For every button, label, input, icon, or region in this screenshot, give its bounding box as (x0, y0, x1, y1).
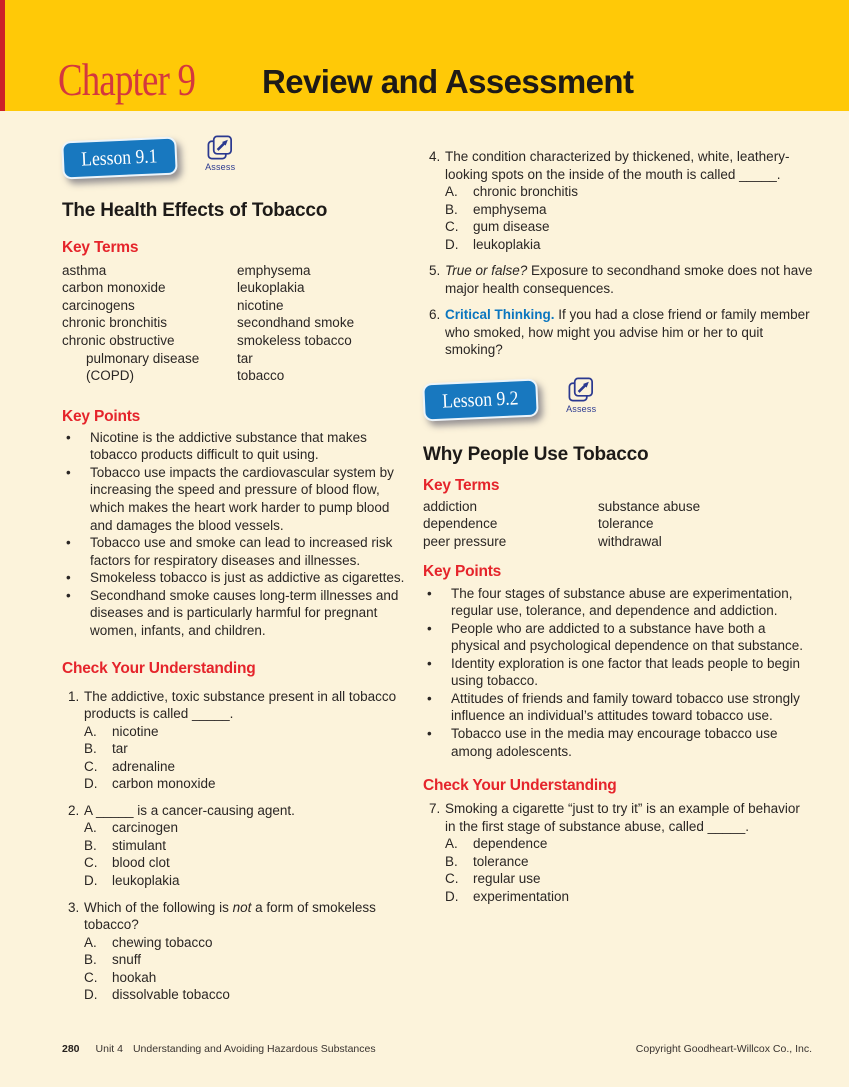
option-item (445, 853, 813, 871)
option-text: adrenaline (112, 758, 176, 774)
key-term: substance abuse (598, 498, 701, 514)
option-item (84, 819, 413, 837)
chapter-label: Chapter 9 (58, 55, 196, 105)
option-item (84, 758, 413, 776)
option-text: carbon monoxide (112, 776, 216, 792)
question-text (84, 688, 413, 723)
option-item (84, 872, 413, 890)
bullet-icon: • (427, 655, 432, 671)
option-text: gum disease (473, 219, 550, 235)
option-text: chronic bronchitis (473, 184, 579, 200)
key-terms-column (598, 498, 700, 551)
option-text: chewing tobacco (112, 934, 213, 950)
key-point-item (62, 534, 413, 569)
key-term: nicotine (237, 297, 284, 313)
option-text: stimulant (112, 837, 167, 853)
question-item (423, 148, 813, 253)
key-term: secondhand smoke (237, 315, 355, 331)
option-letter: C. (84, 758, 98, 774)
key-term: asthma (62, 262, 107, 278)
question-text-segment: Smoking a cigarette “just to try it” is an example of behavior in the first stage of substance abuse, called _____. (445, 801, 800, 834)
option-item (84, 986, 413, 1004)
key-term: tobacco (237, 368, 285, 384)
page-number: 280 (62, 1043, 80, 1055)
key-point-text: Tobacco use impacts the cardiovascular system by increasing the speed and pressure of blood flow, which makes the heart work harder to pump blood and damages the blood vessels. (90, 464, 394, 533)
lesson-9-2-title: Why People Use Tobacco (423, 444, 649, 466)
question-text (445, 262, 813, 297)
option-text: experimentation (473, 888, 570, 904)
option-text: dependence (473, 836, 548, 852)
option-item (84, 854, 413, 872)
content-columns (0, 111, 849, 1004)
key-term: carcinogens (62, 297, 135, 313)
option-letter: C. (445, 871, 459, 887)
check-your-understanding-heading-9-1: Check Your Understanding (62, 660, 256, 678)
question-text (445, 306, 813, 359)
question-text (84, 802, 413, 820)
option-item (445, 183, 813, 201)
question-text-segment: The addictive, toxic substance present in all tobacco products is called _____. (84, 688, 397, 722)
copyright-notice: Copyright Goodheart-Willcox Co., Inc. (635, 1043, 812, 1055)
question-text (445, 800, 813, 835)
key-point-text: Tobacco use in the media may encourage tobacco use among adolescents. (451, 726, 778, 759)
option-item (84, 969, 413, 987)
question-number: 7. (429, 801, 441, 817)
option-text: tolerance (473, 853, 529, 869)
question-body (445, 262, 813, 297)
key-point-item (62, 569, 413, 587)
option-letter: C. (445, 219, 459, 235)
bullet-icon: • (427, 620, 432, 636)
lesson-badge-label: Lesson 9.2 (441, 387, 519, 413)
option-item (445, 218, 813, 236)
question-text (84, 899, 413, 934)
key-terms-heading-9-2: Key Terms (423, 476, 500, 494)
key-point-item (62, 464, 413, 534)
key-term: dependence (423, 516, 498, 532)
bullet-icon: • (66, 429, 71, 445)
key-term: emphysema (237, 262, 311, 278)
option-letter: D. (84, 776, 98, 792)
question-body (445, 800, 813, 905)
answer-options (84, 723, 413, 793)
bullet-icon: • (427, 690, 432, 706)
question-text-segment: If you had a close friend or family member who smoked, how might you advise him or her to quit smoking? (445, 307, 810, 358)
option-text: regular use (473, 871, 541, 887)
key-point-text: Tobacco use and smoke can lead to increased risk factors for respiratory diseases and illnesses. (90, 535, 393, 568)
option-text: carcinogen (112, 820, 179, 836)
option-text: leukoplakia (473, 236, 541, 252)
page-footer (62, 1043, 812, 1055)
key-point-item (423, 655, 813, 690)
bullet-icon: • (427, 726, 432, 741)
option-text: hookah (112, 969, 157, 985)
lesson-badge-9-1 (61, 137, 177, 180)
question-body (84, 899, 413, 1004)
key-terms-column (62, 262, 237, 385)
bullet-icon: • (427, 585, 432, 601)
unit-label: Unit 4 (95, 1043, 123, 1055)
option-letter: B. (445, 201, 458, 217)
key-terms-list-9-2 (423, 498, 813, 551)
right-column (423, 111, 813, 906)
key-term: tolerance (598, 516, 654, 532)
assess-label: Assess (566, 404, 597, 415)
question-text-segment: A _____ is a cancer-causing agent. (84, 802, 295, 818)
check-your-understanding-heading-9-2: Check Your Understanding (423, 777, 617, 795)
answer-options (445, 183, 813, 253)
key-terms-column (423, 498, 598, 551)
lesson-badge-label: Lesson 9.1 (80, 145, 158, 171)
question-text-segment: Critical Thinking. (445, 307, 555, 323)
answer-options (84, 819, 413, 889)
question-item (62, 802, 413, 890)
question-list-4-6 (423, 148, 813, 359)
key-terms-list-9-1 (62, 262, 413, 385)
option-item (84, 837, 413, 855)
key-terms-column (237, 262, 354, 385)
bullet-icon: • (66, 570, 71, 586)
key-point-item (423, 725, 813, 760)
option-item (445, 888, 813, 906)
question-body (445, 306, 813, 359)
key-term: (COPD) (86, 368, 134, 384)
option-letter: A. (445, 184, 458, 200)
key-points-heading-9-2: Key Points (423, 563, 502, 581)
question-number: 4. (429, 149, 441, 164)
question-text (445, 148, 813, 183)
option-item (84, 740, 413, 758)
option-letter: D. (84, 987, 98, 1003)
assess-icon (566, 376, 597, 405)
question-body (84, 688, 413, 793)
key-point-text: People who are addicted to a substance have both a physical and psychological dependence on that substance. (451, 620, 803, 654)
option-text: nicotine (112, 723, 159, 739)
question-number: 3. (68, 899, 80, 915)
key-point-text: Attitudes of friends and family toward tobacco use strongly influence an individual’s attitudes toward tobacco use. (451, 690, 800, 724)
lesson-9-1-badge-row (62, 139, 413, 187)
question-body (84, 802, 413, 890)
question-number: 5. (429, 263, 441, 279)
question-text-segment: True or false? (445, 263, 528, 279)
option-letter: D. (84, 872, 98, 888)
option-item (445, 236, 813, 254)
key-term: leukoplakia (237, 280, 305, 296)
option-item (445, 870, 813, 888)
question-list-7 (423, 800, 813, 905)
key-point-item (423, 620, 813, 655)
option-letter: A. (84, 820, 97, 836)
question-text-segment: Exposure to secondhand smoke does not have major health consequences. (445, 263, 813, 296)
lesson-9-2-badge-row (423, 381, 813, 429)
option-text: blood clot (112, 855, 170, 871)
bullet-icon: • (66, 587, 71, 603)
question-body (445, 148, 813, 253)
lesson-9-1-title: The Health Effects of Tobacco (62, 200, 328, 221)
key-term: chronic obstructive (62, 333, 175, 349)
key-point-text: Nicotine is the addictive substance that makes tobacco products difficult to quit using. (90, 429, 367, 463)
option-item (445, 835, 813, 853)
key-term: withdrawal (598, 533, 662, 549)
key-point-item (423, 585, 813, 620)
key-points-heading-9-1: Key Points (62, 407, 141, 425)
answer-options (445, 835, 813, 905)
key-point-item (423, 690, 813, 725)
key-term: chronic bronchitis (62, 315, 168, 331)
left-column (62, 111, 413, 1004)
option-item (84, 934, 413, 952)
option-letter: B. (445, 853, 458, 869)
key-point-text: Identity exploration is one factor that leads people to begin using tobacco. (451, 655, 800, 689)
question-text-segment: not (232, 899, 252, 915)
option-item (84, 723, 413, 741)
option-letter: D. (445, 888, 459, 904)
question-item (62, 899, 413, 1004)
bullet-icon: • (66, 464, 71, 480)
question-text-segment: a form of smokeless tobacco? (84, 899, 376, 933)
option-letter: B. (84, 837, 97, 853)
question-number: 6. (429, 307, 441, 323)
question-list-1-3 (62, 688, 413, 1004)
option-item (84, 951, 413, 969)
key-point-item (62, 587, 413, 640)
option-item (84, 775, 413, 793)
option-letter: A. (84, 723, 97, 739)
unit-title: Understanding and Avoiding Hazardous Substances (132, 1043, 376, 1055)
key-term: pulmonary disease (86, 350, 200, 366)
option-item (445, 201, 813, 219)
answer-options (84, 934, 413, 1004)
option-letter: C. (84, 855, 98, 871)
key-points-list-9-1 (62, 429, 413, 640)
key-term: peer pressure (423, 533, 507, 549)
assess-button-lesson-9-1[interactable] (205, 134, 236, 174)
question-number: 2. (68, 802, 80, 818)
key-point-text: The four stages of substance abuse are experimentation, regular use, tolerance, and dependence and addiction. (451, 585, 793, 619)
option-text: snuff (112, 952, 142, 968)
chapter-header (0, 0, 849, 111)
question-number: 1. (68, 688, 80, 704)
question-item (423, 306, 813, 359)
key-point-text: Secondhand smoke causes long-term illnesses and diseases and is particularly harmful for pregnant women, infants, and children. (90, 587, 399, 638)
option-text: tar (112, 741, 128, 757)
lesson-badge-9-2 (422, 379, 538, 422)
key-term: smokeless tobacco (237, 333, 352, 349)
assess-button-lesson-9-2[interactable] (566, 376, 597, 416)
question-item (62, 688, 413, 793)
assess-icon (205, 134, 236, 163)
question-text-segment: Which of the following is (84, 899, 233, 915)
key-point-item (62, 429, 413, 464)
key-point-text: Smokeless tobacco is just as addictive as cigarettes. (90, 570, 405, 586)
key-points-list-9-2 (423, 585, 813, 760)
question-text-segment: The condition characterized by thickened, white, leathery-looking spots on the inside of the mouth is called _____. (445, 149, 790, 182)
option-letter: A. (84, 934, 97, 950)
option-letter: B. (84, 952, 97, 968)
key-term: carbon monoxide (62, 280, 166, 296)
option-text: emphysema (473, 201, 547, 217)
option-letter: A. (445, 836, 458, 852)
option-letter: B. (84, 741, 97, 757)
key-terms-heading-9-1: Key Terms (62, 238, 139, 256)
header-accent-strip (0, 0, 5, 111)
page-title: Review and Assessment (262, 63, 634, 100)
option-text: dissolvable tobacco (112, 987, 230, 1003)
key-term: addiction (423, 498, 478, 514)
option-text: leukoplakia (112, 872, 180, 888)
key-term: tar (237, 350, 253, 366)
bullet-icon: • (66, 535, 71, 551)
assess-label: Assess (205, 162, 236, 172)
option-letter: D. (445, 236, 459, 252)
question-item (423, 800, 813, 905)
option-letter: C. (84, 969, 98, 985)
question-item (423, 262, 813, 297)
